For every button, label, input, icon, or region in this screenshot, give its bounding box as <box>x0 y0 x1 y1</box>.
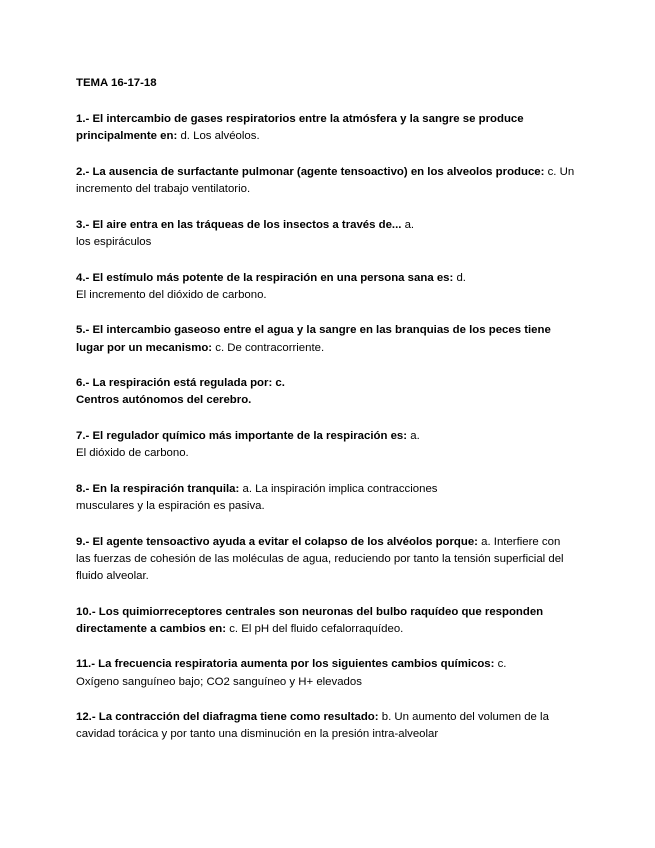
question-text: 6.- La respiración está regulada por: c. <box>76 377 285 390</box>
answer-text: a. Interfiere con las fuerzas de cohesión de las moléculas de agua, reduciendo por tanto la tensión superficial del fluido alveolar. <box>76 535 564 582</box>
question-item-2 <box>76 164 576 198</box>
answer-text: d. Los alvéolos. <box>180 130 260 143</box>
question-item-5 <box>76 322 576 356</box>
document-title: TEMA 16-17-18 <box>76 77 157 89</box>
document-page <box>76 75 576 762</box>
question-text: 3.- El aire entra en las tráqueas de los insectos a través de... <box>76 218 402 231</box>
question-text: 5.- El intercambio gaseoso entre el agua y la sangre en las branquias de los peces tiene lugar por un mecanismo: <box>76 324 551 354</box>
question-text: 8.- En la respiración tranquila: <box>76 482 240 495</box>
answer-text: a. <box>404 218 415 231</box>
answer-text: c. Un incremento del trabajo ventilatorio. <box>76 166 575 196</box>
question-item-7 <box>76 428 576 462</box>
answer-text: b. Un aumento del volumen de la cavidad torácica y por tanto una disminución en la presión intra-alveolar <box>76 711 549 741</box>
question-item-8 <box>76 481 576 515</box>
question-text: 12.- La contracción del diafragma tiene como resultado: <box>76 711 379 724</box>
question-text: 7.- El regulador químico más importante de la respiración es: <box>76 429 408 442</box>
question-item-12 <box>76 709 576 743</box>
question-item-6 <box>76 375 576 409</box>
question-item-1 <box>76 111 576 145</box>
question-text: 10.- Los quimiorreceptores centrales son neuronas del bulbo raquídeo que responden directamente a cambios en: <box>76 605 544 635</box>
answer-text-line2: los espiráculos <box>76 236 152 248</box>
answer-text-line2: Oxígeno sanguíneo bajo; CO2 sanguíneo y H+ elevados <box>76 675 362 688</box>
question-item-4 <box>76 270 576 304</box>
answer-text-line2: El dióxido de carbono. <box>76 447 189 460</box>
question-item-9 <box>76 534 576 586</box>
answer-text: c. <box>497 658 507 671</box>
answer-text-line2: Centros autónomos del cerebro. <box>76 394 252 407</box>
answer-text: c. El pH del fluido cefalorraquídeo. <box>229 622 404 635</box>
question-text: 9.- El agente tensoactivo ayuda a evitar el colapso de los alvéolos porque: <box>76 535 478 548</box>
answer-text-line2: El incremento del dióxido de carbono. <box>76 288 267 301</box>
question-text: 11.- La frecuencia respiratoria aumenta por los siguientes cambios químicos: <box>76 658 495 671</box>
question-text: 2.- La ausencia de surfactante pulmonar (agente tensoactivo) en los alveolos produce: <box>76 166 545 178</box>
answer-text: d. <box>456 271 466 284</box>
answer-text-line2: musculares y la espiración es pasiva. <box>76 499 265 512</box>
answer-text: a. <box>410 429 420 442</box>
question-item-11 <box>76 656 576 690</box>
answer-text: c. De contracorriente. <box>215 341 325 354</box>
answer-text: a. La inspiración implica contracciones <box>242 482 438 495</box>
question-text: 4.- El estímulo más potente de la respiración en una persona sana es: <box>76 271 454 284</box>
question-item-3 <box>76 217 576 251</box>
question-text: 1.- El intercambio de gases respiratorios entre la atmósfera y la sangre se produce principalmente en: <box>76 113 524 143</box>
question-item-10 <box>76 604 576 638</box>
